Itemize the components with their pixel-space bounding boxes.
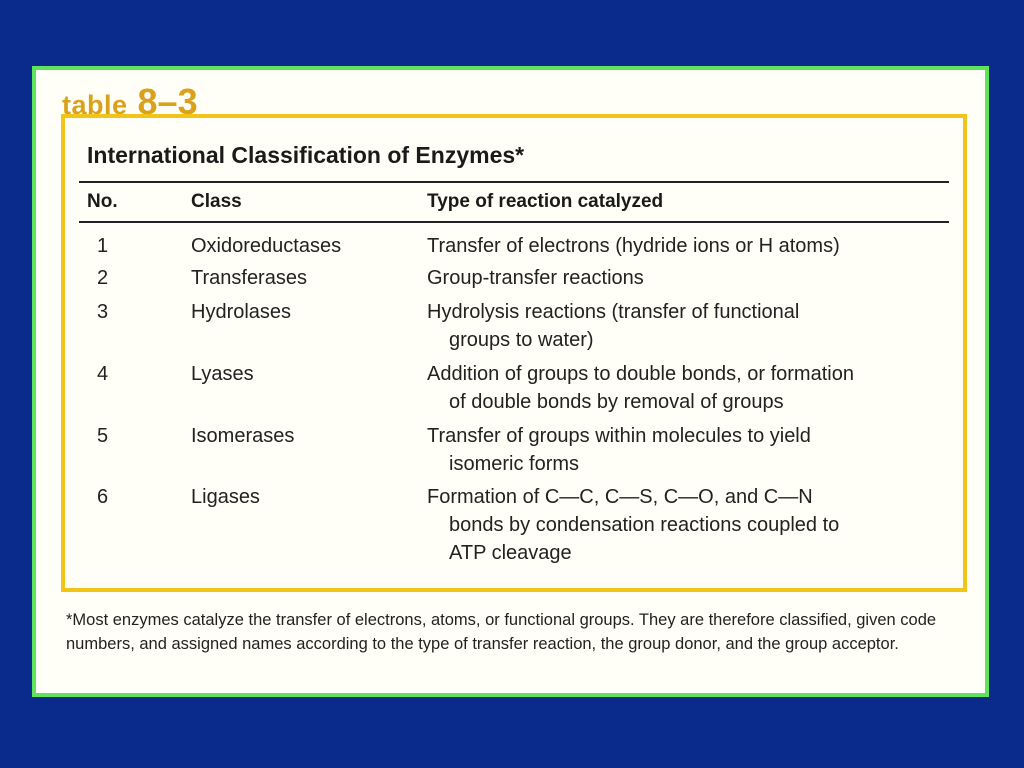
column-header-type: Type of reaction catalyzed — [427, 191, 664, 212]
row-type — [427, 483, 947, 567]
row-number: 4 — [97, 363, 109, 385]
row-type-line: Hydrolysis reactions (transfer of functional — [427, 301, 800, 323]
row-class: Oxidoreductases — [191, 235, 342, 257]
row-number: 3 — [97, 301, 109, 323]
row-number: 6 — [97, 486, 109, 508]
table-frame — [61, 114, 967, 592]
row-class: Transferases — [191, 267, 307, 289]
row-class: Lyases — [191, 363, 254, 385]
row-type — [427, 298, 947, 354]
column-header-no: No. — [87, 191, 118, 212]
row-class: Ligases — [191, 486, 260, 508]
header-bottom-rule — [79, 221, 949, 223]
row-number: 2 — [97, 267, 109, 289]
row-type — [427, 232, 947, 260]
row-type — [427, 422, 947, 478]
table-title: International Classification of Enzymes* — [87, 142, 525, 168]
row-number: 1 — [97, 235, 109, 257]
row-number: 5 — [97, 425, 109, 447]
row-type — [427, 360, 947, 416]
row-type-line: Transfer of electrons (hydride ions or H atoms) — [427, 235, 840, 257]
footnote: *Most enzymes catalyze the transfer of electrons, atoms, or functional groups. They are therefore classified, given code numbers, and assigned names according to the type of transfer reaction, the group donor, and the group acceptor. — [66, 611, 937, 653]
row-type — [427, 264, 947, 292]
row-type-line: ATP cleavage — [449, 542, 572, 564]
row-class: Hydrolases — [191, 301, 292, 323]
row-class: Isomerases — [191, 425, 295, 447]
header-top-rule — [79, 181, 949, 183]
row-type-line: Addition of groups to double bonds, or formation — [427, 363, 854, 385]
row-type-line: Transfer of groups within molecules to yield — [427, 425, 811, 447]
row-type-line: isomeric forms — [449, 453, 580, 475]
row-type-line: of double bonds by removal of groups — [449, 391, 784, 413]
slide-panel — [32, 66, 989, 697]
column-header-class: Class — [191, 191, 242, 212]
row-type-line: bonds by condensation reactions coupled to — [449, 514, 840, 536]
table-label-word: table — [62, 90, 128, 120]
table-label-number: 8–3 — [137, 81, 198, 122]
row-type-line: Group-transfer reactions — [427, 267, 644, 289]
row-type-line: groups to water) — [449, 329, 594, 351]
row-type-line: Formation of C—C, C—S, C—O, and C—N — [427, 486, 813, 508]
